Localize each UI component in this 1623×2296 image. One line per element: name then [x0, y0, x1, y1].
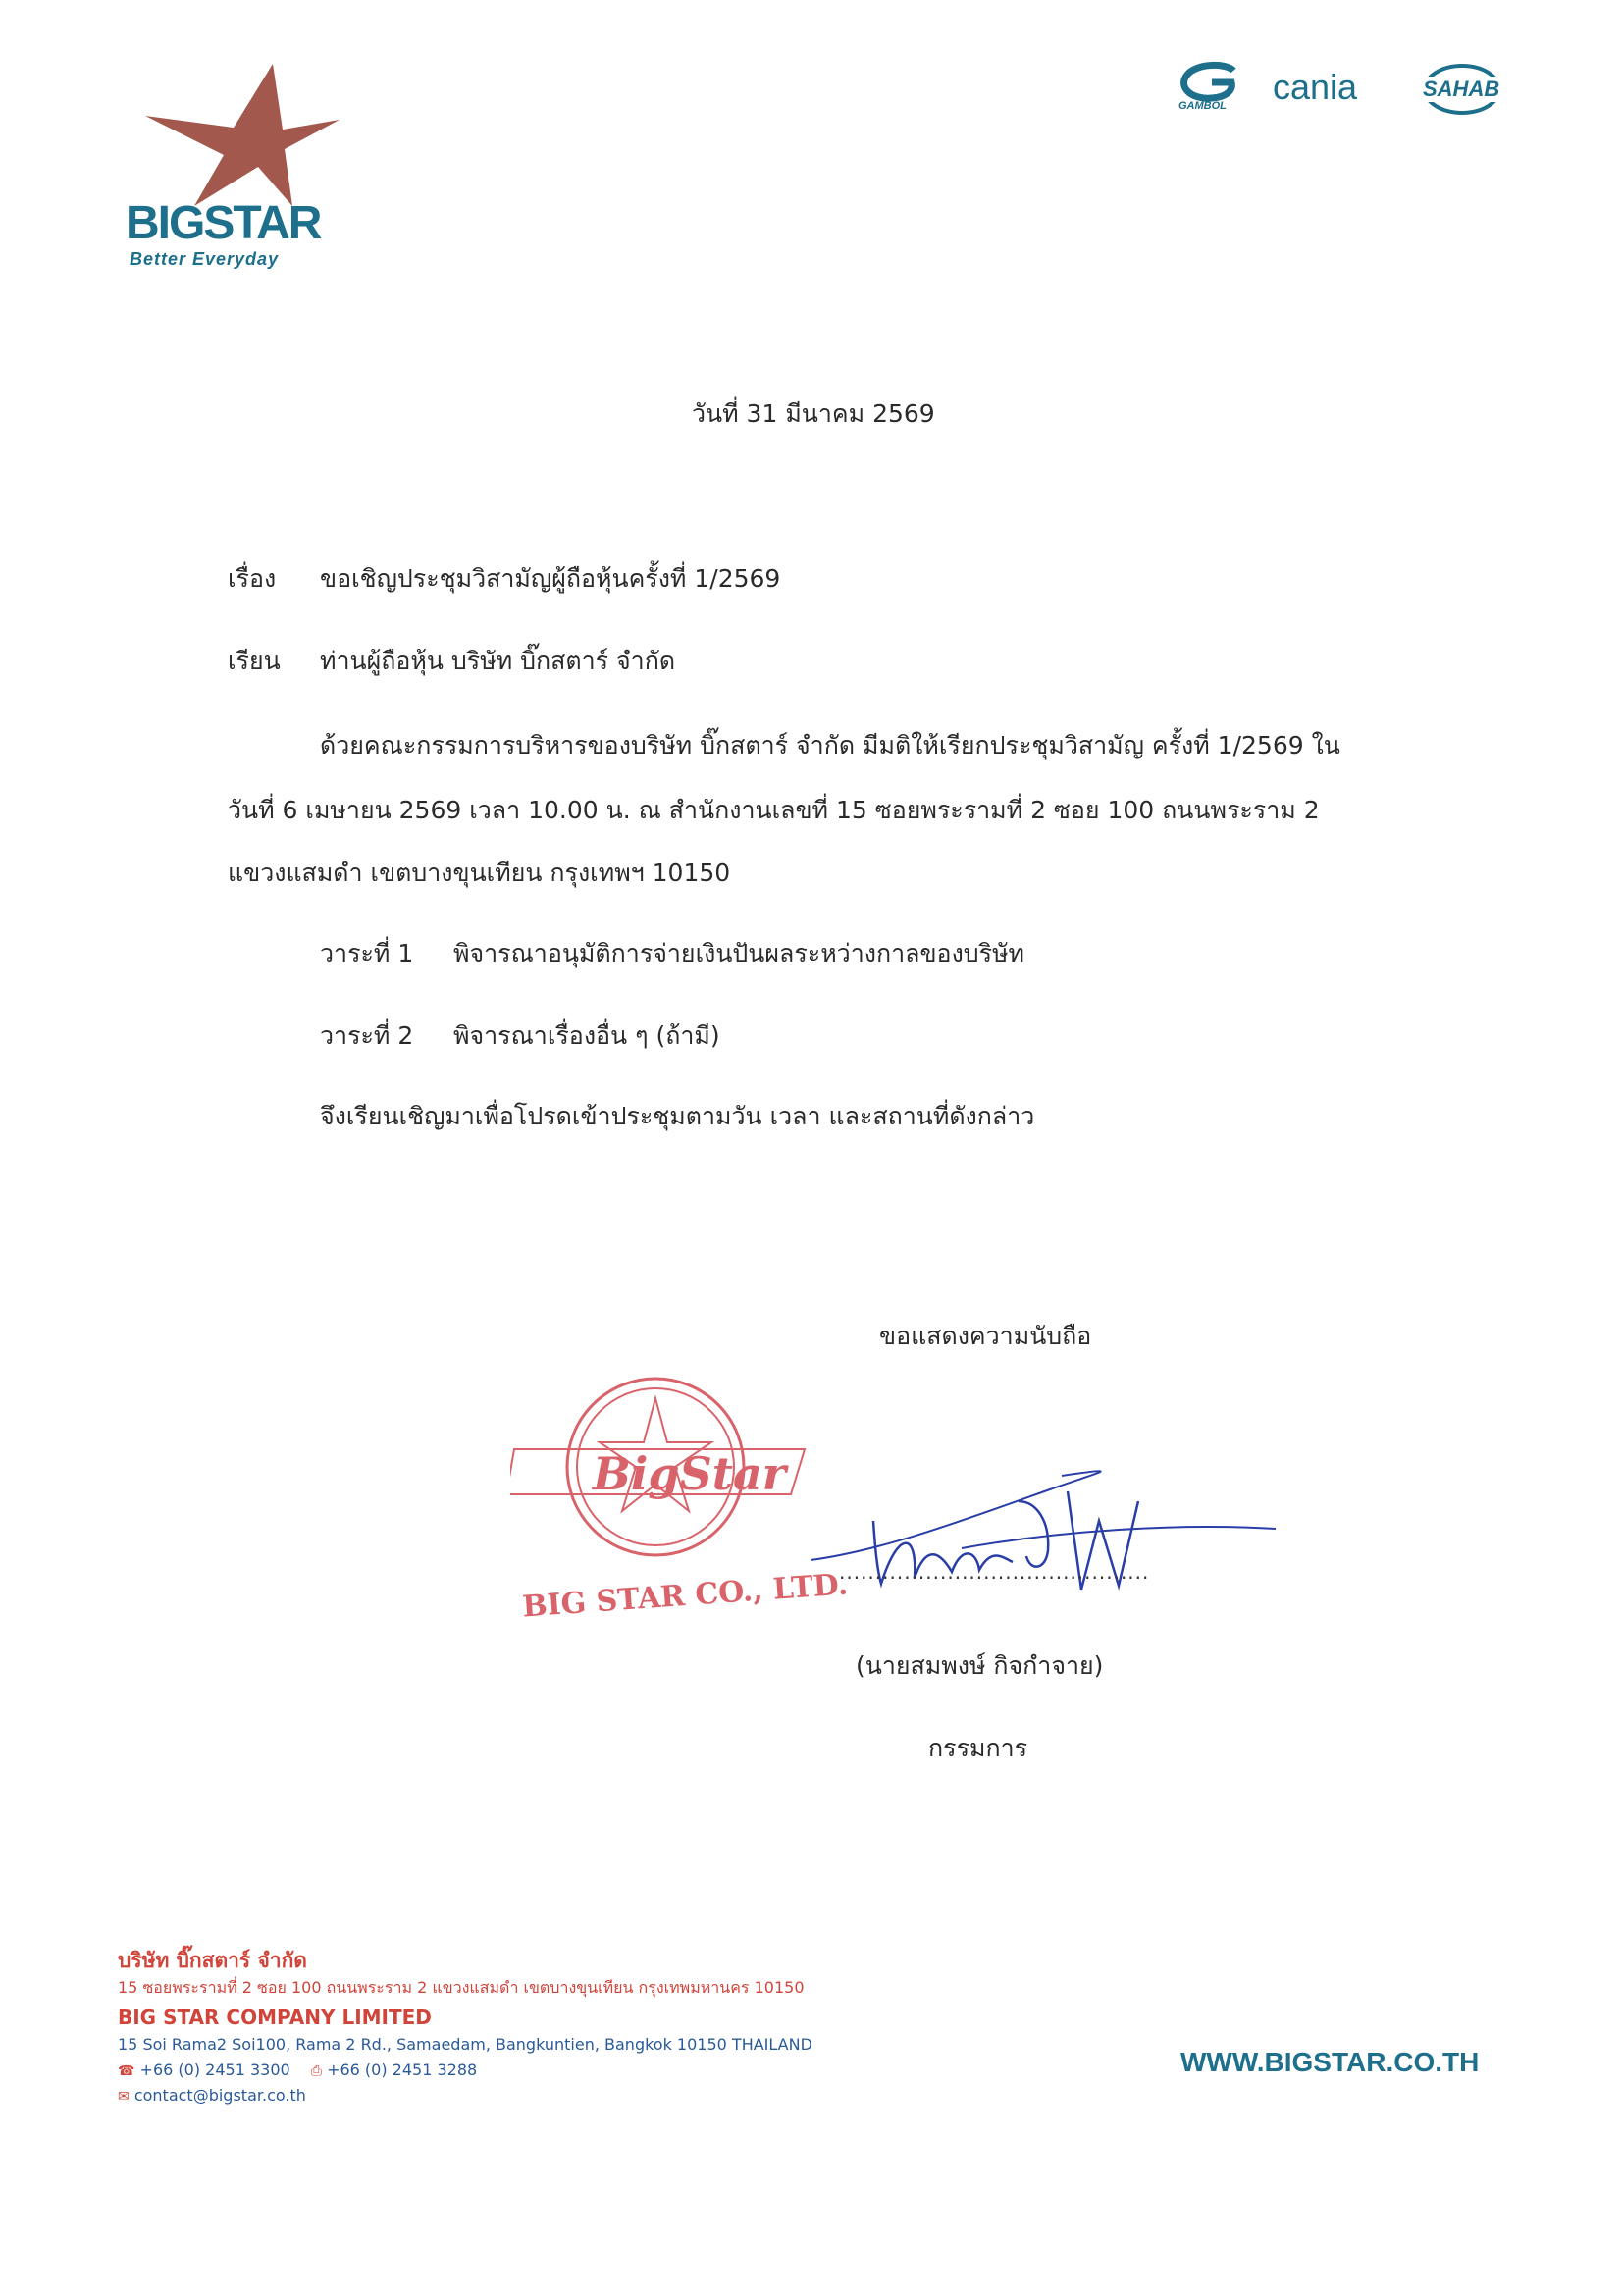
brand-logos [1173, 61, 1526, 120]
company-tagline: Better Everyday [130, 249, 280, 269]
footer-fax: +66 (0) 2451 3288 [327, 2061, 478, 2079]
footer-email-row [118, 2086, 306, 2105]
footer-address-en: 15 Soi Rama2 Soi100, Rama 2 Rd., Samaedam, Bangkuntien, Bangkok 10150 THAILAND [118, 2035, 812, 2054]
email-icon: ✉ [118, 2089, 130, 2105]
paragraph-line: แขวงแสมดำ เขตบางขุนเทียน กรุงเทพฯ 10150 [228, 859, 731, 887]
sahab-logo [1413, 61, 1511, 118]
signature [805, 1462, 1285, 1609]
footer-address-th: 15 ซอยพระรามที่ 2 ซอย 100 ถนนพระราม 2 แขวงแสมดำ เขตบางขุนเทียน กรุงเทพมหานคร 10150 [118, 1978, 805, 1997]
agenda-label: วาระที่ 2 [320, 1021, 414, 1050]
company-logo-text: BIGSTAR [126, 197, 321, 249]
fax-icon: ⎙ [310, 2063, 322, 2079]
star-logo-icon [126, 59, 351, 216]
closing-request: จึงเรียนเชิญมาเพื่อโปรดเข้าประชุมตามวัน เวลา และสถานที่ดังกล่าว [320, 1102, 1035, 1130]
gambol-logo-text: GAMBOL [1178, 100, 1227, 112]
agenda-label: วาระที่ 1 [320, 939, 414, 967]
company-logo [126, 59, 351, 275]
cania-logo-text: cania [1273, 67, 1358, 107]
recipient-label: เรียน [228, 647, 281, 675]
agenda-text: พิจารณาอนุมัติการจ่ายเงินปันผลระหว่างกาลของบริษัท [453, 939, 1025, 967]
phone-icon: ☎ [118, 2063, 135, 2079]
footer-company-th: บริษัท บิ๊กสตาร์ จำกัด [118, 1949, 307, 1972]
footer-email[interactable]: contact@bigstar.co.th [133, 2086, 306, 2105]
recipient-text: ท่านผู้ถือหุ้น บริษัท บิ๊กสตาร์ จำกัด [320, 647, 676, 675]
signature-line: ........................................... [839, 1560, 1150, 1584]
company-stamp [510, 1369, 850, 1634]
subject-label: เรื่อง [228, 564, 277, 593]
footer-website[interactable]: WWW.BIGSTAR.CO.TH [1180, 2047, 1480, 2077]
subject-text: ขอเชิญประชุมวิสามัญผู้ถือหุ้นครั้งที่ 1/2569 [320, 564, 781, 593]
sahab-logo-text: SAHAB [1423, 77, 1500, 101]
signature-scribble-icon [805, 1462, 1285, 1609]
footer-company-en: BIG STAR COMPANY LIMITED [118, 2006, 432, 2029]
letter-date: วันที่ 31 มีนาคม 2569 [692, 399, 935, 428]
stamp-logo-text: BigStar [593, 1447, 787, 1500]
footer-phone: +66 (0) 2451 3300 [139, 2061, 290, 2079]
footer-contact-row [118, 2061, 477, 2084]
signer-name: (นายสมพงษ์ กิจกำจาย) [856, 1651, 1104, 1680]
paragraph-line: ด้วยคณะกรรมการบริหารของบริษัท บิ๊กสตาร์ จำกัด มีมติให้เรียกประชุมวิสามัญ ครั้งที่ 1/2569 ใน [320, 731, 1340, 759]
stamp-text: BIG STAR CO., LTD. [521, 1567, 850, 1625]
signer-title: กรรมการ [928, 1734, 1028, 1762]
regards: ขอแสดงความนับถือ [879, 1322, 1092, 1350]
agenda-text: พิจารณาเรื่องอื่น ๆ (ถ้ามี) [453, 1021, 720, 1050]
paragraph-line: วันที่ 6 เมษายน 2569 เวลา 10.00 น. ณ สำนักงานเลขที่ 15 ซอยพระรามที่ 2 ซอย 100 ถนนพระราม 2 [228, 796, 1320, 824]
